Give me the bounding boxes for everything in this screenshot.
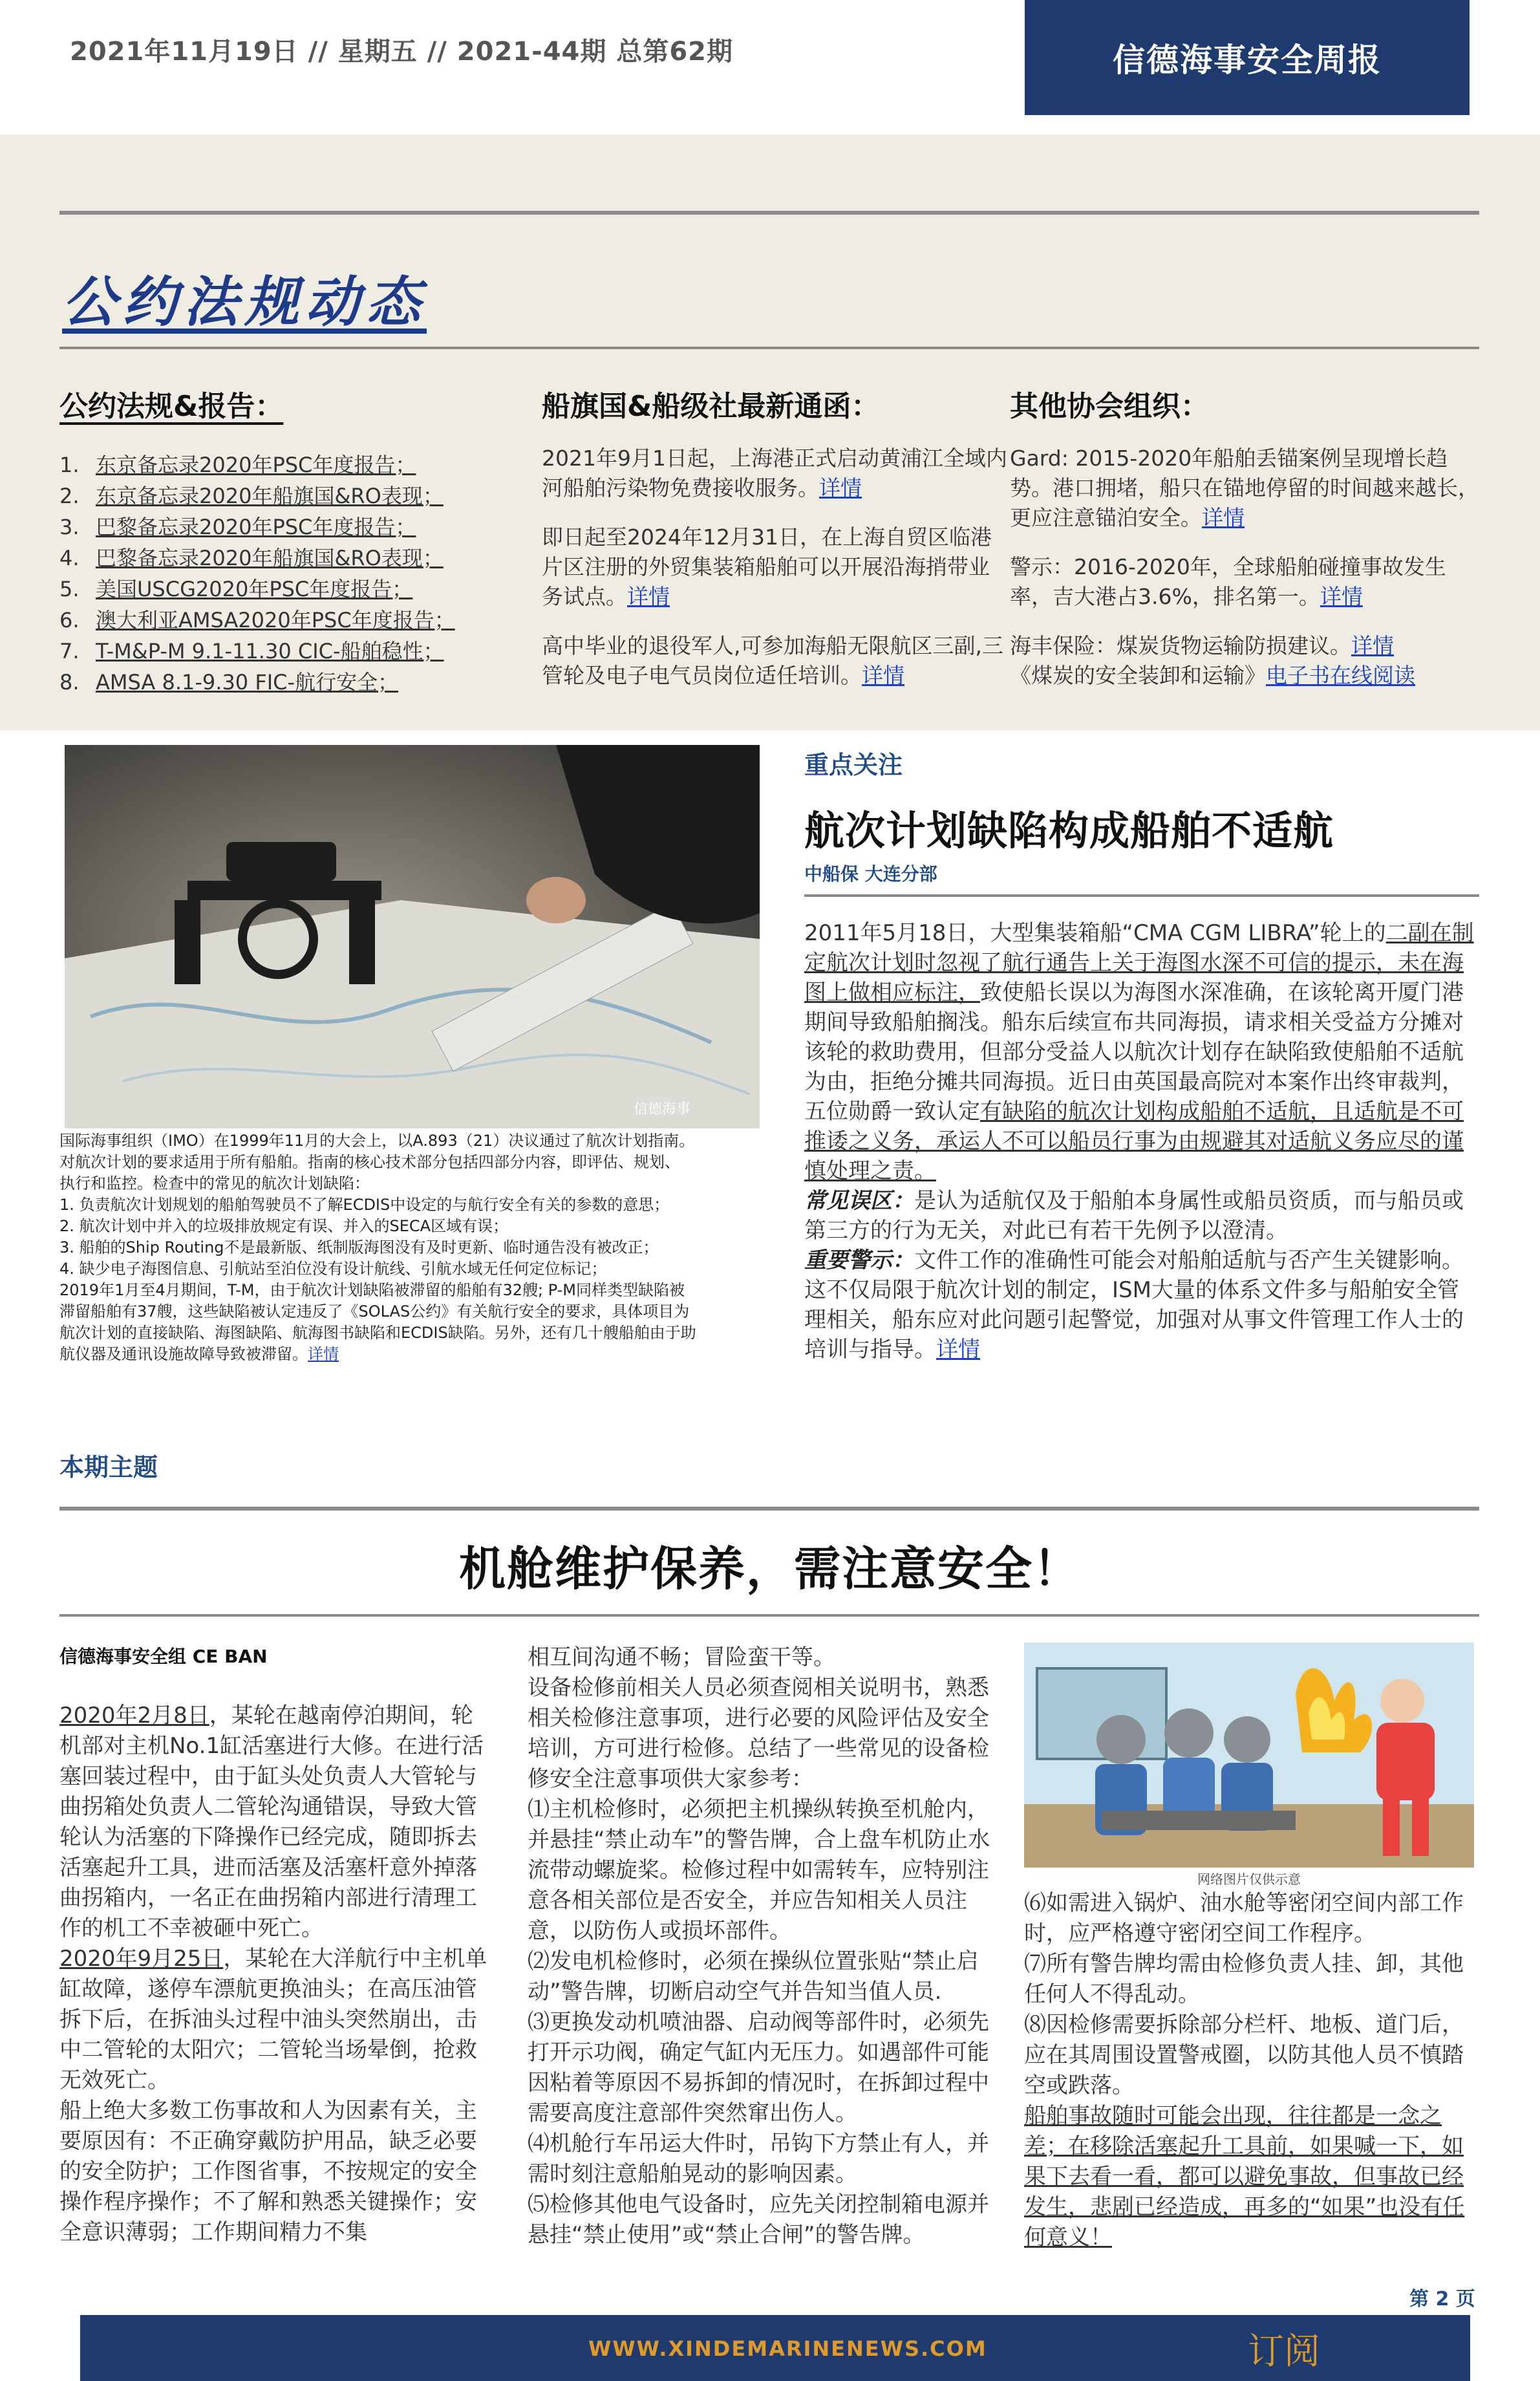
- notice-item: 即日起至2024年12月31日，在上海自贸区临港片区注册的外贸集装箱船舶可以开展沿海捎带业务试点。详情: [542, 524, 992, 609]
- list-item: ⑻因检修需要拆除部分栏杆、地板、道门后，应在其周围设置警戒圈，以防其他人员不慎踏空或跌落。: [1024, 2012, 1464, 2098]
- website-link[interactable]: WWW.XINDEMARINENEWS.COM: [588, 2336, 987, 2361]
- list-item: ⑸检修其他电气设备时，应先关闭控制箱电源并悬挂“禁止使用”或“禁止合闸”的警告牌。: [528, 2192, 989, 2248]
- details-link[interactable]: 详情: [308, 1345, 339, 1363]
- list-item[interactable]: 5. 美国USCG2020年PSC年度报告；: [59, 577, 413, 601]
- list-item[interactable]: 8. AMSA 8.1-9.30 FIC-航行安全；: [59, 670, 399, 695]
- publication-title: 信德海事安全周报: [1113, 41, 1382, 79]
- ebook-link[interactable]: 电子书在线阅读: [1266, 663, 1415, 688]
- focus-author: 中船保 大连分部: [804, 863, 937, 885]
- list-item: ⑴主机检修时，必须把主机操纵转换至机舱内，并悬挂“禁止动车”的警告牌，合上盘车机防止水流带动螺旋桨。检修过程中如需转车，应特别注意各相关部位是否安全，并应告知相关人员注意，以防伤人或损坏部件。: [528, 1796, 990, 1944]
- photo-illustration: [65, 745, 760, 1128]
- chart-plotting-photo: [65, 745, 760, 1128]
- list-item[interactable]: 1. 东京备忘录2020年PSC年度报告；: [59, 453, 416, 477]
- subscribe-button[interactable]: 订阅: [1248, 2331, 1320, 2373]
- list-item[interactable]: 4. 巴黎备忘录2020年船旗国&RO表现；: [59, 546, 444, 570]
- details-link[interactable]: 详情: [819, 475, 862, 501]
- other-orgs: [1010, 444, 1479, 710]
- notice-item: 海丰保险：煤炭货物运输防损建议。详情 《煤炭的安全装卸和运输》电子书在线阅读: [1010, 633, 1415, 688]
- issue-meta: 2021年11月19日 // 星期五 // 2021-44期 总第62期: [70, 37, 733, 67]
- theme-column-1: 2020年2月8日，某轮在越南停泊期间，轮机部对主机No.1缸活塞进行大修。在进行活塞回装过程中，由于缸头处负责人大管轮与曲拐箱处负责人二管轮沟通错误，导致大管轮认为活塞的下降操作已经完成，随即拆去活塞起升工具，进而活塞及活塞杆意外掉落曲拐箱内，一名正在曲拐箱内部进行清理工作的机工不幸被砸中死亡。 2020年9月25日，某轮在大洋航行中主机单缸故障，遂停车漂航更换油头；在高压油管拆下后，在拆油头过程中油头突然崩出，击中二管轮的太阳穴；二管轮当场晕倒，抢救无效死亡。 船上绝大多数工伤事故和人为因素有关，主要原因有：不正确穿戴防护用品，缺乏必要的安全防护；工作图省事，不按规定的安全操作程序操作；不了解和熟悉关键操作；安全意识薄弱；工作期间精力不集: [59, 1703, 487, 2245]
- focus-tag: 重点关注: [804, 751, 903, 779]
- divider: [59, 1614, 1479, 1617]
- closing-remark: 船舶事故随时可能会出现，往往都是一念之差；在移除活塞起升工具前，如果喊一下，如果下去看一看，都可以避免事故，但事故已经发生，悲剧已经造成，再多的“如果”也没有任何意义！: [1024, 2103, 1465, 2250]
- regulation-list: [59, 449, 499, 698]
- list-item: ⑺所有警告牌均需由检修负责人挂、卸，其他任何人不得乱动。: [1024, 1951, 1464, 2007]
- focus-title: 航次计划缺陷构成船舶不适航: [804, 807, 1334, 854]
- welding-illustration: [1024, 1643, 1474, 1868]
- details-link[interactable]: 详情: [1202, 505, 1245, 530]
- notice-item: 高中毕业的退役军人,可参加海船无限航区三副,三管轮及电子电气员岗位适任培训。详情: [542, 633, 1003, 688]
- image-caption: 网络图片仅供示意: [1197, 1871, 1301, 1887]
- flag-notices: [542, 444, 1007, 710]
- details-link[interactable]: 详情: [627, 584, 670, 609]
- divider: [804, 894, 1479, 897]
- photo-caption: 国际海事组织（IMO）在1999年11月的大会上，以A.893（21）决议通过了航次计划指南。 对航次计划的要求适用于所有船舶。指南的核心技术部分包括四部分内容，即评估、规划、 执行和监控。检查中的常见的航次计划缺陷： 1. 负责航次计划规划的船舶驾驶员不了解ECDIS中设定的与航行安全有关的参数的意思； 2. 航次计划中并入的垃圾排放规定有误、并入的SECA区域有误； 3. 船舶的Ship Routing不是最新版、纸制版海图没有及时更新、临时通告没有被改正； 4. 缺少电子海图信息、引航站至泊位没有设计航线、引航水域无任何定位标记； 2019年1月至4月期间，T-M，由于航次计划缺陷被滞留的船舶有32艘; P-M同样类型缺陷被 滞留船舶有37艘，这些缺陷被认定违反了《SOLAS公约》有关航行安全的要求，具体项目为 航次计划的直接缺陷、海图缺陷、航海图书缺陷和ECDIS缺陷。另外，还有几十艘船舶由于助 航仪器及通讯设施故障导致被滞留。详情: [59, 1132, 696, 1363]
- notice-item: Gard: 2015-2020年船舶丢锚案例呈现增长趋势。港口拥堵，船只在锚地停留的时间越来越长，更应注意锚泊安全。详情: [1010, 446, 1479, 530]
- list-item: ⑷机舱行车吊运大件时，吊钩下方禁止有人，并需时刻注意船舶晃动的影响因素。: [528, 2131, 989, 2187]
- focus-article: 2011年5月18日，大型集装箱船“CMA CGM LIBRA”轮上的二副在制定航次计划时忽视了航行通告上关于海图水深不可信的提示，未在海图上做相应标注，致使船长误以为海图水深准确，在该轮离开厦门港期间导致船舶搁浅。船东后续宣布共同海损，请求相关受益方分摊对该轮的救助费用，但部分受益人以航次计划存在缺陷致使船舶不适航为由，拒绝分摊共同海损。近日由英国最高院对本案作出终审裁判，五位勋爵一致认定有缺陷的航次计划构成船舶不适航，且适航是不可推诿之义务，承运人不可以船员行事为由规避其对适航义务应尽的谨慎处理之责。 常见误区：是认为适航仅及于船舶本身属性或船员资质，而与船员或第三方的行为无关，对此已有若干先例予以澄清。 重要警示：文件工作的准确性可能会对船舶适航与否产生关键影响。这不仅局限于航次计划的制定，ISM大量的体系文件多与船舶安全管理相关，船东应对此问题引起警觉，加强对从事文件管理工作人士的培训与指导。详情: [804, 920, 1474, 1363]
- notice-item: 警示：2016-2020年，全球船舶碰撞事故发生率，吉大港占3.6%，排名第一。详情: [1010, 554, 1446, 609]
- other-orgs-heading: 其他协会组织：: [1010, 390, 1209, 423]
- details-link[interactable]: 详情: [862, 663, 904, 688]
- list-item[interactable]: 2. 东京备忘录2020年船旗国&RO表现；: [59, 484, 444, 508]
- details-link[interactable]: 详情: [1320, 584, 1363, 609]
- list-item: ⑹如需进入锅炉、油水舱等密闭空间内部工作时，应严格遵守密闭空间工作程序。: [1024, 1890, 1464, 1946]
- theme-column-3: [1024, 1888, 1477, 2253]
- theme-author: 信德海事安全组 CE BAN: [59, 1646, 268, 1667]
- photo-watermark: 信德海事: [634, 1101, 691, 1117]
- regulations-heading: 公约法规&报告：: [59, 390, 284, 423]
- cartoon-image: [1024, 1643, 1474, 1868]
- details-link[interactable]: 详情: [1351, 633, 1394, 658]
- list-item[interactable]: 7. T-M&P-M 9.1-11.30 CIC-船舶稳性；: [59, 639, 444, 663]
- theme-column-2: 相互间沟通不畅；冒险蛮干等。 设备检修前相关人员必须查阅相关说明书，熟悉相关检修注意事项，进行必要的风险评估及安全培训，方可进行检修。总结了一些常见的设备检修安全注意事项供大家参考： ⑴主机检修时，必须把主机操纵转换至机舱内，并悬挂“禁止动车”的警告牌，合上盘车机防止水流带动螺旋桨。检修过程中如需转车，应特别注意各相关部位是否安全，并应告知相关人员注意，以防伤人或损坏部件。 ⑵发电机检修时，必须在操纵位置张贴“禁止启动”警告牌，切断启动空气并告知当值人员. ⑶更换发动机喷油器、启动阀等部件时，必须先打开示功阀，确定气缸内无压力。如遇部件可能因粘着等原因不易拆卸的情况时，在拆卸过程中需要高度注意部件突然窜出伤人。 ⑷机舱行车吊运大件时，吊钩下方禁止有人，并需时刻注意船舶晃动的影响因素。 ⑸检修其他电气设备时，应先关闭控制箱电源并悬挂“禁止使用”或“禁止合闸”的警告牌。: [528, 1643, 997, 2250]
- divider: [59, 1507, 1479, 1511]
- list-item: ⑶更换发动机喷油器、启动阀等部件时，必须先打开示功阀，确定气缸内无压力。如遇部件可能因粘着等原因不易拆卸的情况时，在拆卸过程中需要高度注意部件突然窜出伤人。: [528, 2009, 989, 2126]
- details-link[interactable]: 详情: [936, 1337, 980, 1363]
- divider: [59, 211, 1479, 215]
- notice-item: 2021年9月1日起，上海港正式启动黄浦江全域内河船舶污染物免费接收服务。详情: [542, 446, 1007, 501]
- theme-tag: 本期主题: [59, 1453, 158, 1481]
- list-item[interactable]: 6. 澳大利亚AMSA2020年PSC年度报告；: [59, 608, 455, 632]
- list-item[interactable]: 3. 巴黎备忘录2020年PSC年度报告；: [59, 515, 416, 539]
- masthead: [1025, 0, 1470, 115]
- divider: [59, 347, 1479, 349]
- theme-title: 机舱维护保养，需注意安全！: [458, 1542, 1081, 1596]
- list-item: ⑵发电机检修时，必须在操纵位置张贴“禁止启动”警告牌，切断启动空气并告知当值人员.: [528, 1948, 979, 2005]
- section-title: 公约法规动态: [62, 270, 427, 334]
- page-number: 第 2 页: [1409, 2288, 1475, 2311]
- flag-notices-heading: 船旗国&船级社最新通函：: [542, 390, 880, 423]
